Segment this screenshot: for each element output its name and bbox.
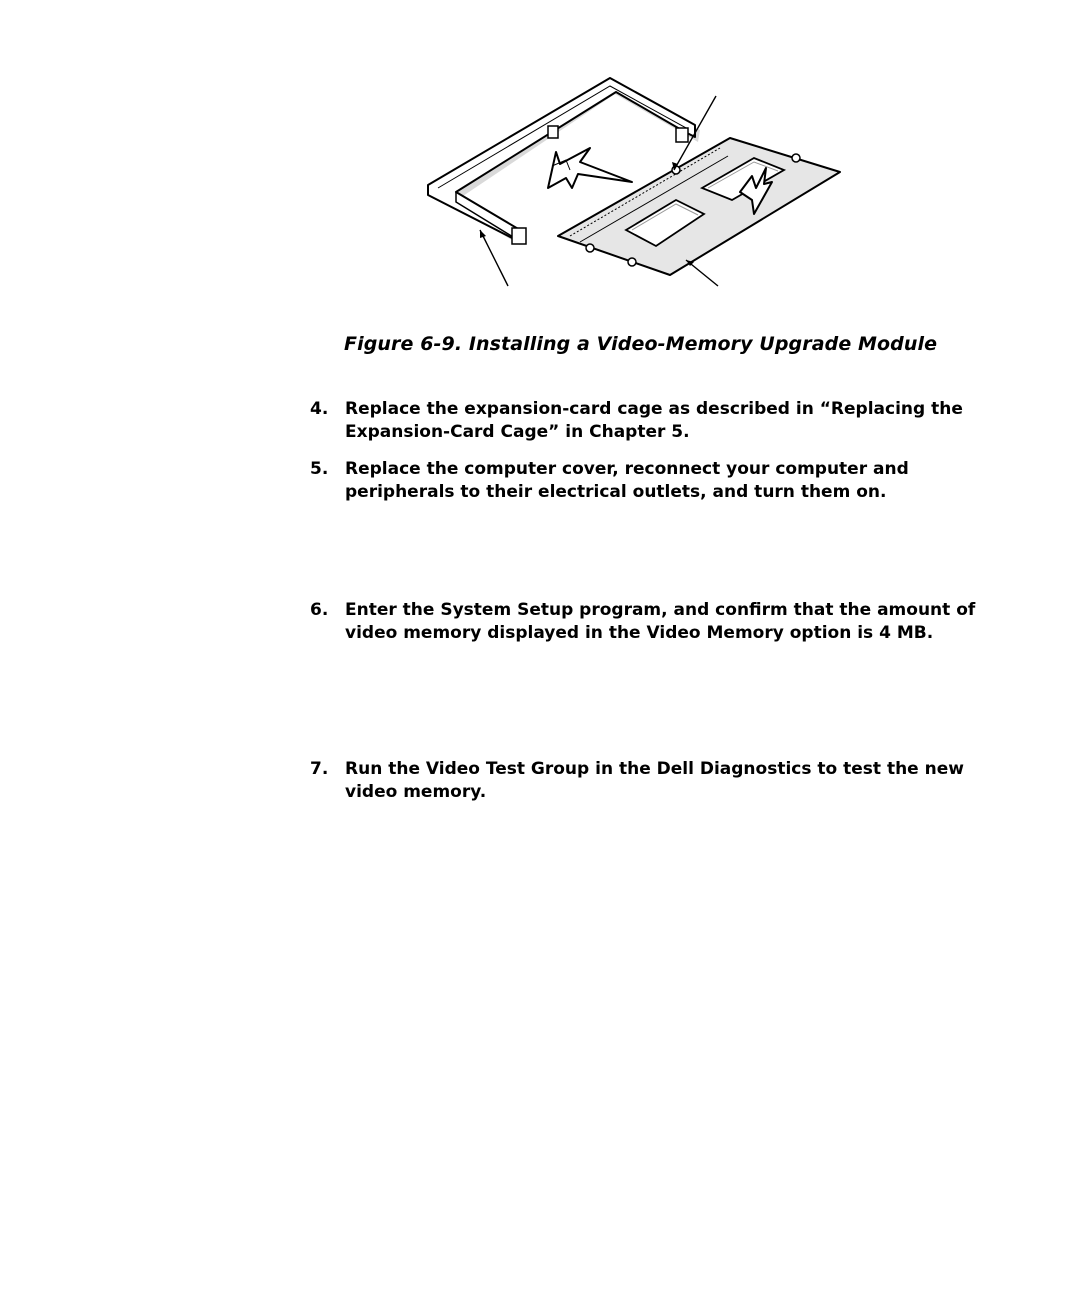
step-item xyxy=(310,398,1000,444)
step-number: 7. xyxy=(310,759,329,779)
step-text: Enter the System Setup program, and confirm that the amount of video memory displayed in the Video Memory option is 4 MB. xyxy=(345,600,976,643)
step-item xyxy=(310,458,1000,504)
video-memory-module-illustration xyxy=(420,70,860,300)
step-number: 4. xyxy=(310,399,329,419)
step-number: 5. xyxy=(310,459,329,479)
step-text: Replace the expansion-card cage as described in “Replacing the Expansion-Card Cage” in Chapter 5. xyxy=(345,399,963,442)
step-text: Replace the computer cover, reconnect your computer and peripherals to their electrical outlets, and turn them on. xyxy=(345,459,909,502)
figure-caption: Figure 6-9. Installing a Video-Memory Upgrade Module xyxy=(344,333,938,355)
step-text: Run the Video Test Group in the Dell Diagnostics to test the new video memory. xyxy=(345,759,964,802)
step-number: 6. xyxy=(310,600,329,620)
step-item xyxy=(310,599,1000,645)
step-item xyxy=(310,758,1000,804)
